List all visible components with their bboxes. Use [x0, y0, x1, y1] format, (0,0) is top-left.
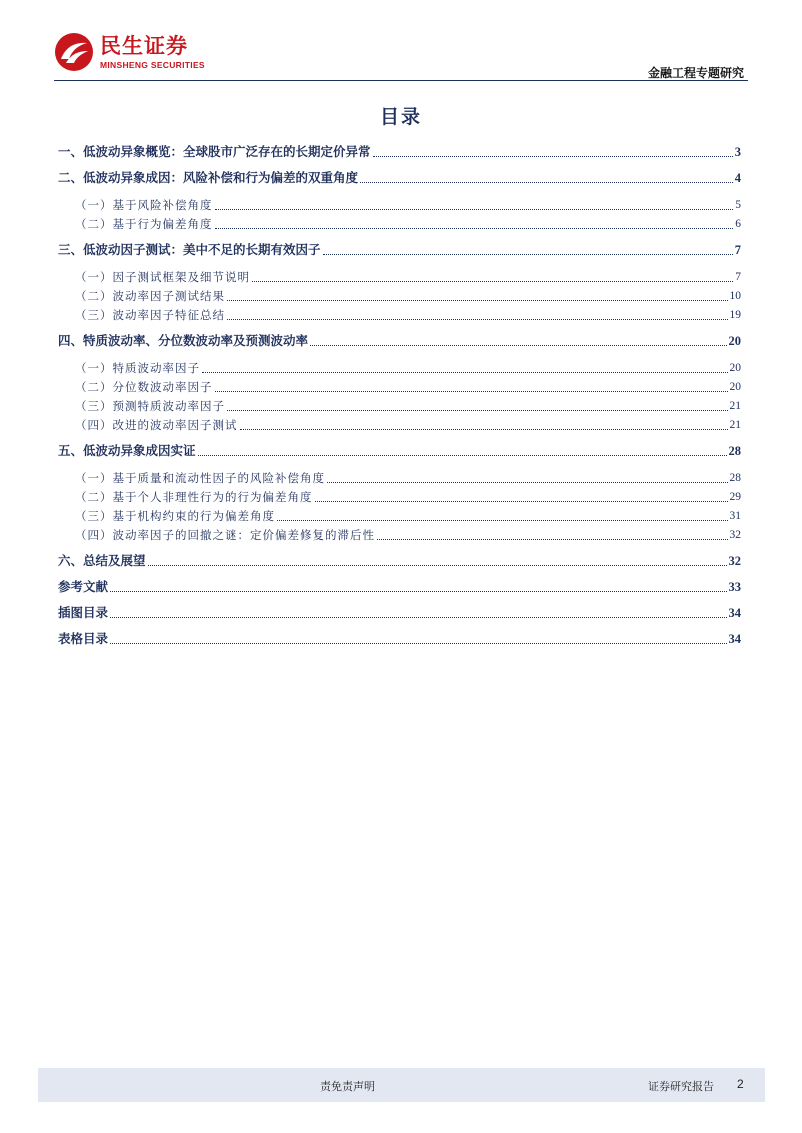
toc-entry-page: 10 — [729, 290, 741, 302]
toc-entry-page: 20 — [729, 362, 741, 374]
toc-subsection-entry[interactable] — [58, 307, 741, 323]
toc-entry-label: （二）基于个人非理性行为的行为偏差角度 — [75, 490, 313, 504]
toc-entry-label: （一）特质波动率因子 — [75, 361, 200, 375]
toc-dot-leader — [215, 209, 734, 210]
toc-entry-page: 21 — [729, 400, 741, 412]
toc-entry-page: 4 — [734, 171, 741, 185]
report-type-label: 金融工程专题研究 — [647, 66, 744, 80]
toc-subsection-entry[interactable] — [58, 216, 741, 232]
toc-entry-label: 四、特质波动率、分位数波动率及预测波动率 — [58, 333, 309, 348]
toc-dot-leader — [315, 501, 728, 502]
toc-dot-leader — [110, 617, 726, 618]
toc-entry-label: （二）分位数波动率因子 — [75, 380, 213, 394]
toc-entry-label: （二）波动率因子测试结果 — [75, 289, 225, 303]
toc-entry-label: （三）预测特质波动率因子 — [75, 399, 225, 413]
toc-dot-leader — [252, 281, 733, 282]
toc-entry-page: 7 — [734, 243, 741, 257]
toc-section-entry[interactable] — [58, 170, 741, 186]
toc-entry-page: 28 — [728, 444, 741, 458]
toc-section-entry[interactable] — [58, 553, 741, 569]
toc-entry-label: 二、低波动异象成因：风险补偿和行为偏差的双重角度 — [58, 170, 359, 185]
toc-entry-page: 3 — [734, 145, 741, 159]
toc-subsection-entry[interactable] — [58, 527, 741, 543]
toc-subsection-entry[interactable] — [58, 269, 741, 285]
toc-dot-leader — [215, 228, 734, 229]
toc-dot-leader — [227, 319, 728, 320]
toc-section-entry[interactable] — [58, 605, 741, 621]
footer-disclaimer[interactable]: 责免责声明 — [320, 1080, 375, 1093]
toc-dot-leader — [215, 391, 728, 392]
toc-section-entry[interactable] — [58, 242, 741, 258]
toc-entry-page: 20 — [729, 381, 741, 393]
toc-entry-page: 29 — [729, 491, 741, 503]
toc-entry-label: （四）改进的波动率因子测试 — [75, 418, 238, 432]
toc-subsection-entry[interactable] — [58, 398, 741, 414]
toc-entry-label: （三）波动率因子特征总结 — [75, 308, 225, 322]
toc-dot-leader — [202, 372, 728, 373]
toc-entry-label: 表格目录 — [58, 631, 109, 646]
toc-subsection-entry[interactable] — [58, 508, 741, 524]
toc-entry-label: 六、总结及展望 — [58, 553, 146, 568]
toc-entry-page: 34 — [728, 606, 741, 620]
toc-dot-leader — [110, 643, 726, 644]
toc-entry-label: （一）基于风险补偿角度 — [75, 198, 213, 212]
toc-entry-label: 五、低波动异象成因实证 — [58, 443, 196, 458]
toc-entry-page: 33 — [728, 580, 741, 594]
toc-dot-leader — [323, 254, 733, 255]
header-divider — [54, 80, 748, 81]
toc-dot-leader — [310, 345, 726, 346]
toc-subsection-entry[interactable] — [58, 417, 741, 433]
toc-entry-label: 三、低波动因子测试：美中不足的长期有效因子 — [58, 242, 321, 257]
toc-dot-leader — [360, 182, 733, 183]
toc-entry-label: 插图目录 — [58, 605, 109, 620]
toc-entry-page: 31 — [729, 510, 741, 522]
logo-chinese-name: 民生证券 — [100, 34, 188, 58]
toc-section-entry[interactable] — [58, 144, 741, 160]
toc-entry-page: 32 — [729, 529, 741, 541]
toc-entry-page: 6 — [735, 218, 741, 230]
toc-entry-label: 参考文献 — [58, 579, 109, 594]
toc-entry-page: 19 — [729, 309, 741, 321]
toc-entry-page: 28 — [729, 472, 741, 484]
toc-entry-page: 34 — [728, 632, 741, 646]
toc-entry-page: 21 — [729, 419, 741, 431]
minsheng-logo — [54, 28, 224, 76]
footer-page-number: 2 — [737, 1077, 744, 1091]
toc-dot-leader — [110, 591, 726, 592]
toc-entry-label: （二）基于行为偏差角度 — [75, 217, 213, 231]
toc-dot-leader — [373, 156, 733, 157]
toc-dot-leader — [227, 300, 728, 301]
logo-english-name: MINSHENG SECURITIES — [100, 60, 205, 70]
toc-subsection-entry[interactable] — [58, 379, 741, 395]
toc-section-entry[interactable] — [58, 579, 741, 595]
toc-subsection-entry[interactable] — [58, 360, 741, 376]
toc-dot-leader — [277, 520, 728, 521]
footer-report-label: 证券研究报告 — [648, 1080, 714, 1093]
toc-subsection-entry[interactable] — [58, 470, 741, 486]
toc-title: 目录 — [379, 106, 422, 128]
toc-dot-leader — [327, 482, 728, 483]
toc-dot-leader — [148, 565, 727, 566]
toc-entry-page: 20 — [728, 334, 741, 348]
toc-dot-leader — [240, 429, 728, 430]
toc-section-entry[interactable] — [58, 631, 741, 647]
toc-entry-label: 一、低波动异象概览：全球股市广泛存在的长期定价异常 — [58, 144, 371, 159]
toc-entry-page: 7 — [735, 271, 741, 283]
toc-subsection-entry[interactable] — [58, 197, 741, 213]
toc-entry-label: （四）波动率因子的回撤之谜：定价偏差修复的滞后性 — [75, 528, 375, 542]
toc-subsection-entry[interactable] — [58, 288, 741, 304]
toc-entry-label: （一）基于质量和流动性因子的风险补偿角度 — [75, 471, 325, 485]
toc-entry-label: （一）因子测试框架及细节说明 — [75, 270, 250, 284]
toc-entry-page: 32 — [728, 554, 741, 568]
toc-dot-leader — [198, 455, 727, 456]
toc-dot-leader — [377, 539, 728, 540]
toc-entry-page: 5 — [735, 199, 741, 211]
minsheng-logo-icon — [54, 32, 94, 72]
toc-section-entry[interactable] — [58, 333, 741, 349]
toc-dot-leader — [227, 410, 728, 411]
toc-section-entry[interactable] — [58, 443, 741, 459]
toc-entry-label: （三）基于机构约束的行为偏差角度 — [75, 509, 275, 523]
toc-subsection-entry[interactable] — [58, 489, 741, 505]
